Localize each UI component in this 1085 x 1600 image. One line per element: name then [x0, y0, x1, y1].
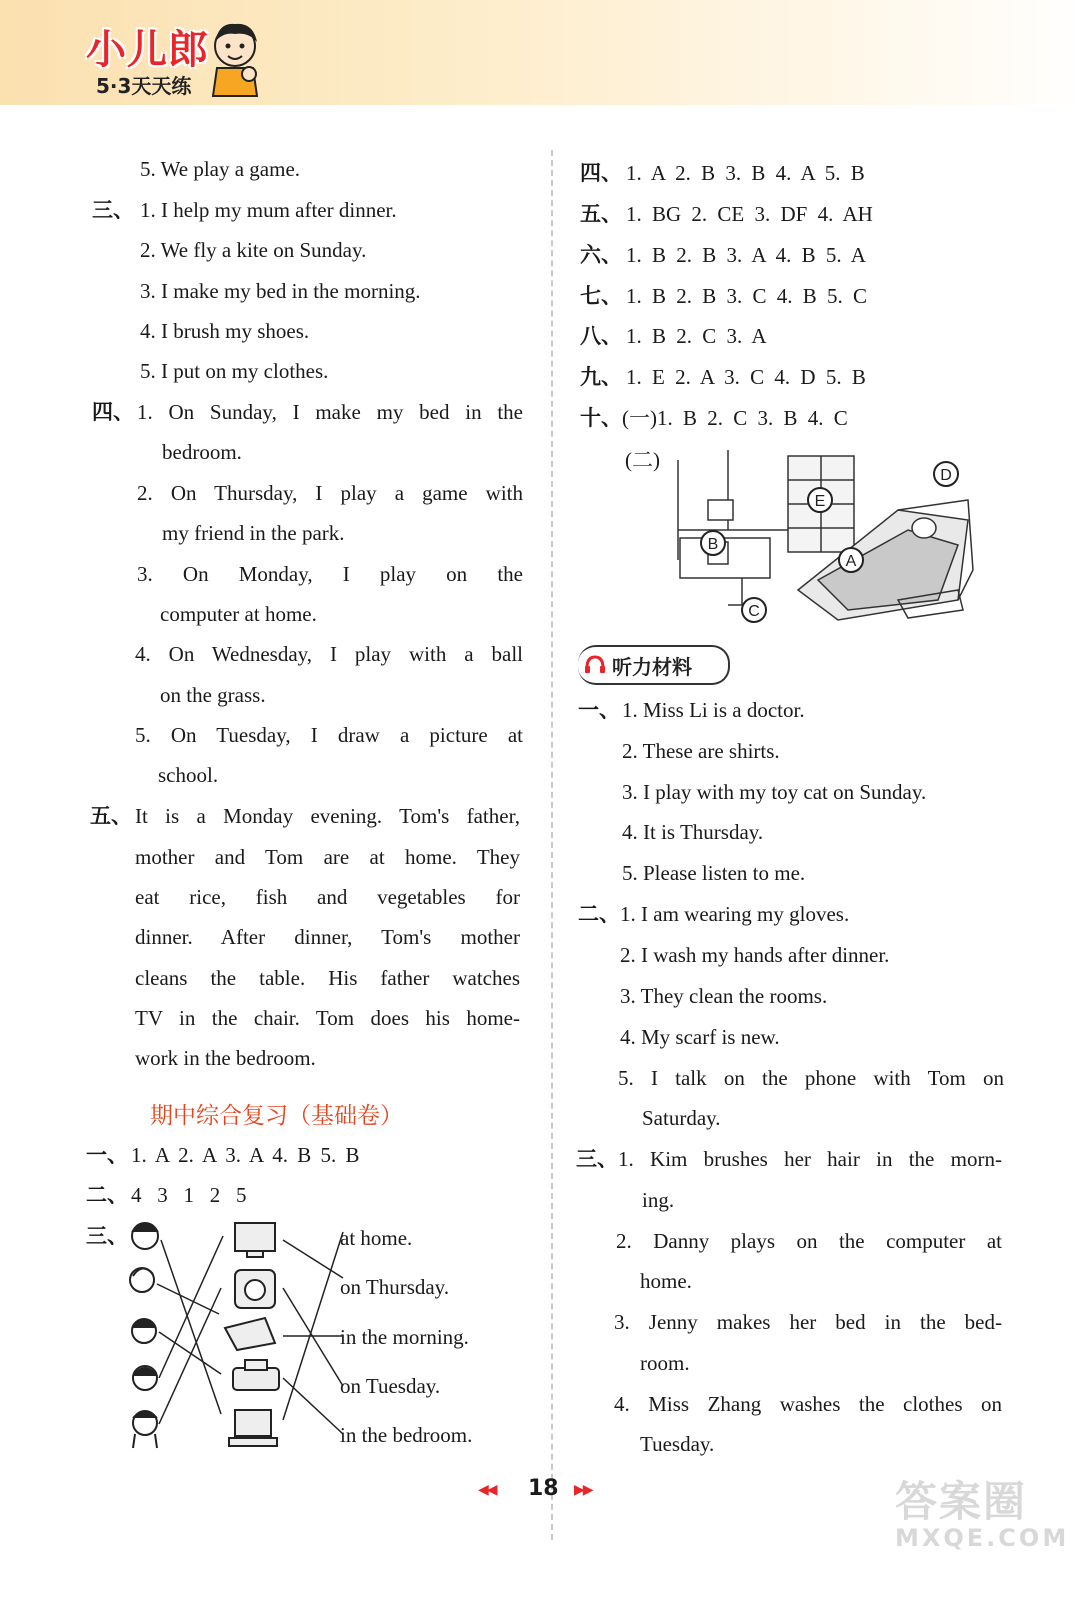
scene-label-text: E [814, 493, 826, 510]
next-arrows-icon: ▶▶ [574, 1483, 592, 1498]
section-marker: 二、 [578, 902, 620, 926]
section-marker: 一、 [578, 698, 620, 722]
section-marker: 三、 [92, 198, 134, 222]
answer-line: 1. A 2. B 3. B 4. A 5. B [626, 161, 865, 185]
section-marker: 五、 [90, 804, 132, 828]
section-marker: 六、 [580, 243, 622, 267]
answer-line: 1. I help my mum after dinner. [140, 198, 397, 222]
prev-arrows-icon: ◀◀ [478, 1483, 496, 1498]
listening-tag [578, 645, 730, 685]
answer-line: (一)1. B 2. C 3. B 4. C [622, 406, 848, 430]
section-marker: 一、 [86, 1143, 128, 1167]
script-line: 3. I play with my toy cat on Sunday. [622, 780, 927, 804]
match-phrase: in the bedroom. [340, 1423, 473, 1447]
answer-line: 2. On Thursday, I play a game with [137, 481, 523, 505]
script-line: 5. Please listen to me. [622, 861, 806, 885]
answer-line: 1. B 2. B 3. A 4. B 5. A [626, 243, 866, 267]
answer-line: 1. A 2. A 3. A 4. B 5. B [131, 1143, 360, 1167]
answer-line: 5. On Tuesday, I draw a picture at [135, 723, 523, 747]
match-phrase: in the morning. [340, 1325, 469, 1349]
match-phrase: on Thursday. [340, 1275, 450, 1299]
answer-line: 1. E 2. A 3. C 4. D 5. B [626, 365, 866, 389]
watermark [895, 1477, 1070, 1552]
script-line: 3. Jenny makes her bed in the bed- [614, 1310, 1002, 1334]
scene-label-text: B [707, 536, 719, 553]
matching-diagram [125, 1218, 345, 1453]
answer-line: my friend in the park. [162, 521, 345, 545]
answer-line: bedroom. [162, 440, 242, 464]
page-number: 18 [528, 1476, 559, 1501]
page-header [0, 0, 1085, 105]
scene-label-text: C [748, 603, 760, 620]
script-line: Tuesday. [640, 1432, 715, 1456]
headphones-icon [584, 654, 606, 674]
mascot-icon [205, 18, 265, 98]
script-line: 3. They clean the rooms. [620, 984, 828, 1008]
series-name: 5·3天天练 [96, 74, 192, 98]
section-marker: 三、 [576, 1147, 618, 1171]
answer-line: 1. On Sunday, I make my bed in the [137, 400, 523, 424]
script-line: 4. My scarf is new. [620, 1025, 780, 1049]
section-marker: 九、 [580, 365, 622, 389]
watermark-text: 答案圈 [895, 1477, 1028, 1526]
passage-line: dinner. After dinner, Tom's mother [135, 925, 520, 949]
section-marker: 八、 [580, 324, 622, 348]
section-marker: 二、 [86, 1183, 128, 1207]
script-line: 2. Danny plays on the computer at [616, 1229, 1002, 1253]
passage-line: work in the bedroom. [135, 1046, 316, 1070]
match-phrase: at home. [340, 1226, 413, 1250]
section-marker: 四、 [580, 161, 622, 185]
script-line: 2. These are shirts. [622, 739, 780, 763]
script-line: 1. Kim brushes her hair in the morn- [618, 1147, 1002, 1171]
brand-logo: 小儿郎 [86, 27, 209, 73]
answer-line: computer at home. [160, 602, 317, 626]
answer-line: 2. We fly a kite on Sunday. [140, 238, 367, 262]
watermark-url: MXQE.COM [895, 1524, 1070, 1552]
script-line: 1. I am wearing my gloves. [620, 902, 850, 926]
script-line: 4. Miss Zhang washes the clothes on [614, 1392, 1002, 1416]
passage-line: cleans the table. His father watches [135, 966, 520, 990]
answer-line: 1. B 2. C 3. A [626, 324, 767, 348]
match-phrase: on Tuesday. [340, 1374, 441, 1398]
answer-line: on the grass. [160, 683, 266, 707]
script-line: 4. It is Thursday. [622, 820, 764, 844]
scene-label-text: A [845, 553, 857, 570]
passage-line: TV in the chair. Tom does his home- [135, 1006, 520, 1030]
answer-line: 1. BG 2. CE 3. DF 4. AH [626, 202, 873, 226]
script-line: home. [640, 1269, 692, 1293]
passage-line: It is a Monday evening. Tom's father, [135, 804, 520, 828]
answer-line: 1. B 2. B 3. C 4. B 5. C [626, 284, 868, 308]
column-divider [551, 150, 553, 1540]
section-title: 期中综合复习（基础卷） [150, 1103, 403, 1129]
section-marker: 十、 [580, 406, 622, 430]
script-line: 2. I wash my hands after dinner. [620, 943, 890, 967]
answer-line: 3. On Monday, I play on the [137, 562, 523, 586]
answer-line: school. [158, 763, 219, 787]
script-line: 5. I talk on the phone with Tom on [618, 1066, 1004, 1090]
answer-line: 3. I make my bed in the morning. [140, 279, 421, 303]
answer-line: 4 3 1 2 5 [131, 1183, 247, 1207]
sub-question-label: (二) [625, 448, 660, 472]
passage-line: eat rice, fish and vegetables for [135, 885, 520, 909]
bedroom-scene [668, 450, 988, 630]
answer-line: 5. I put on my clothes. [140, 359, 329, 383]
script-line: ing. [642, 1188, 675, 1212]
section-marker: 五、 [580, 202, 622, 226]
person-icon [130, 1223, 158, 1448]
script-line: Saturday. [642, 1106, 721, 1130]
section-marker: 七、 [580, 284, 622, 308]
passage-line: mother and Tom are at home. They [135, 845, 520, 869]
scene-label-text: D [940, 467, 952, 484]
script-line: 1. Miss Li is a doctor. [622, 698, 805, 722]
script-line: room. [640, 1351, 690, 1375]
section-marker: 四、 [92, 400, 134, 424]
answer-line: 4. On Wednesday, I play with a ball [135, 642, 523, 666]
object-icon [225, 1223, 279, 1446]
section-marker: 三、 [86, 1224, 128, 1248]
listening-tag-label: 听力材料 [612, 655, 692, 679]
answer-line: 5. We play a game. [140, 157, 301, 181]
answer-line: 4. I brush my shoes. [140, 319, 310, 343]
